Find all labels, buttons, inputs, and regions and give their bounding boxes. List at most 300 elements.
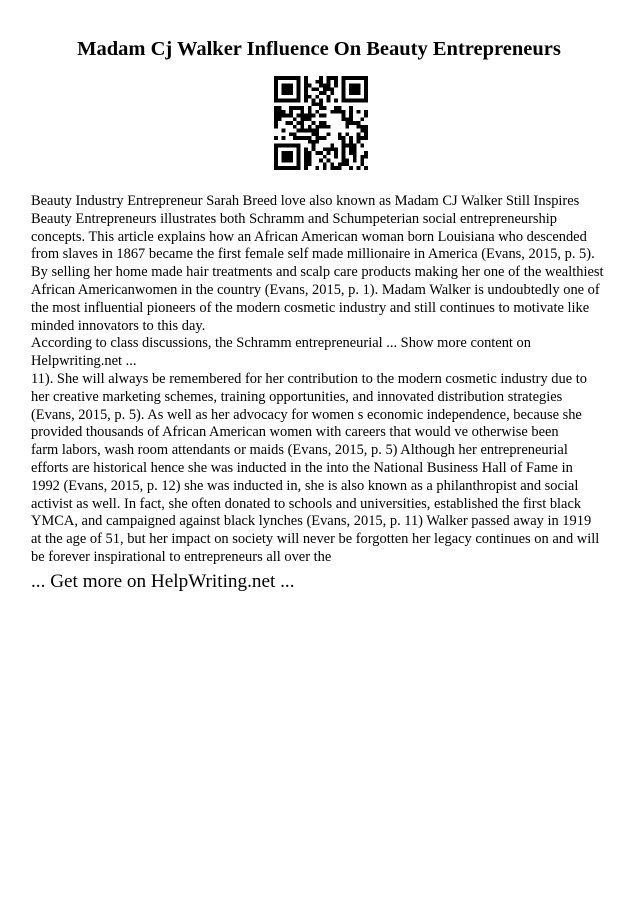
qr-module <box>293 76 297 80</box>
qr-module <box>342 136 346 140</box>
qr-module <box>297 144 301 148</box>
qr-module <box>297 76 301 80</box>
qr-module <box>330 166 334 170</box>
qr-module <box>308 129 312 133</box>
qr-module <box>334 76 338 80</box>
qr-module <box>297 166 301 170</box>
qr-module <box>312 129 316 133</box>
qr-module <box>353 151 357 155</box>
qr-module <box>349 87 353 91</box>
qr-module <box>345 99 349 103</box>
qr-module <box>323 155 327 159</box>
qr-module <box>285 121 289 125</box>
qr-module <box>360 129 364 133</box>
qr-module <box>285 114 289 118</box>
qr-module <box>297 84 301 88</box>
qr-module <box>342 76 346 80</box>
qr-module <box>278 117 282 121</box>
qr-module <box>345 121 349 125</box>
qr-module <box>357 110 361 114</box>
qr-module <box>349 84 353 88</box>
qr-module <box>285 87 289 91</box>
qr-module <box>282 129 286 133</box>
qr-module <box>315 132 319 136</box>
qr-module <box>308 117 312 121</box>
qr-module <box>282 87 286 91</box>
qr-module <box>319 106 323 110</box>
qr-module <box>353 144 357 148</box>
qr-module <box>330 110 334 114</box>
qr-module <box>349 140 353 144</box>
qr-module <box>364 87 368 91</box>
qr-module <box>312 144 316 148</box>
qr-module <box>315 136 319 140</box>
qr-module <box>274 155 278 159</box>
qr-module <box>323 114 327 118</box>
qr-module <box>289 159 293 163</box>
qr-module <box>323 121 327 125</box>
qr-module <box>319 151 323 155</box>
qr-module <box>300 117 304 121</box>
qr-module <box>300 106 304 110</box>
qr-module <box>349 99 353 103</box>
qr-module <box>312 121 316 125</box>
qr-module <box>327 147 331 151</box>
qr-module <box>357 125 361 129</box>
qr-module <box>282 91 286 95</box>
qr-module <box>304 159 308 163</box>
qr-module <box>304 80 308 84</box>
qr-module <box>357 87 361 91</box>
qr-module <box>342 155 346 159</box>
qr-module <box>353 155 357 159</box>
qr-module <box>297 159 301 163</box>
qr-module <box>289 76 293 80</box>
qr-module <box>304 147 308 151</box>
qr-module <box>342 144 346 148</box>
qr-module <box>308 84 312 88</box>
qr-module <box>304 87 308 91</box>
qr-module <box>357 84 361 88</box>
qr-module <box>323 136 327 140</box>
qr-module <box>278 144 282 148</box>
body-line: efforts are historical hence she was inducted in the into the National Business Hall of Fame in <box>31 459 573 476</box>
body-line: at the age of 51, but her impact on society will never be forgotten her legacy continues on and will <box>31 531 600 548</box>
qr-module <box>282 84 286 88</box>
qr-module <box>289 144 293 148</box>
qr-module <box>274 136 278 140</box>
qr-module <box>304 117 308 121</box>
qr-module <box>282 155 286 159</box>
qr-module <box>349 110 353 114</box>
body-line: (Evans, 2015, p. 5). As well as her advocacy for women s economic independence, because she <box>31 406 582 423</box>
qr-module <box>357 132 361 136</box>
qr-module <box>304 162 308 166</box>
qr-module <box>278 110 282 114</box>
qr-module <box>285 76 289 80</box>
qr-module <box>274 106 278 110</box>
qr-module <box>338 110 342 114</box>
qr-module <box>300 129 304 133</box>
qr-module <box>364 110 368 114</box>
body-line: 11). She will always be remembered for her contribution to the modern cosmetic industry due to <box>31 370 587 387</box>
qr-module <box>364 129 368 133</box>
qr-module <box>304 155 308 159</box>
qr-module <box>323 91 327 95</box>
qr-module <box>319 136 323 140</box>
qr-module <box>334 151 338 155</box>
qr-module <box>315 125 319 129</box>
qr-module <box>312 102 316 106</box>
qr-module <box>293 99 297 103</box>
qr-module <box>323 147 327 151</box>
qr-module <box>330 147 334 151</box>
qr-module <box>364 151 368 155</box>
qr-module <box>274 162 278 166</box>
qr-module <box>315 102 319 106</box>
qr-module <box>349 121 353 125</box>
qr-module <box>327 151 331 155</box>
qr-module <box>312 147 316 151</box>
qr-module <box>357 166 361 170</box>
qr-module <box>304 166 308 170</box>
qr-module <box>300 121 304 125</box>
qr-module <box>274 125 278 129</box>
qr-module <box>364 132 368 136</box>
qr-module <box>304 114 308 118</box>
article-body <box>31 193 621 567</box>
body-line: provided thousands of African American women with careers that would ve otherwise been <box>31 424 559 441</box>
qr-module <box>289 110 293 114</box>
qr-module <box>282 144 286 148</box>
qr-module <box>349 114 353 118</box>
qr-module <box>353 147 357 151</box>
qr-module <box>308 162 312 166</box>
qr-module <box>323 162 327 166</box>
qr-module <box>330 91 334 95</box>
qr-module <box>274 151 278 155</box>
qr-module <box>297 151 301 155</box>
body-line: African Americanwomen in the country (Evans, 2015, p. 1). Madam Walker is undoubtedly one of <box>31 281 600 298</box>
qr-module <box>278 106 282 110</box>
qr-module <box>319 102 323 106</box>
qr-module <box>297 106 301 110</box>
qr-module <box>274 80 278 84</box>
qr-module <box>285 166 289 170</box>
qr-module <box>349 106 353 110</box>
qr-module <box>338 132 342 136</box>
qr-module <box>338 162 342 166</box>
qr-module <box>282 114 286 118</box>
qr-module <box>312 114 316 118</box>
qr-module <box>282 166 286 170</box>
qr-module <box>300 136 304 140</box>
qr-module <box>357 91 361 95</box>
qr-module <box>282 76 286 80</box>
qr-module <box>315 129 319 133</box>
qr-module <box>349 136 353 140</box>
qr-module <box>342 87 346 91</box>
qr-module <box>274 95 278 99</box>
qr-module <box>308 136 312 140</box>
qr-module <box>360 125 364 129</box>
qr-module <box>285 144 289 148</box>
qr-module <box>312 132 316 136</box>
qr-module <box>289 87 293 91</box>
body-line: the most influential pioneers of the modern cosmetic industry and still continues to motivate like <box>31 299 590 316</box>
qr-module <box>319 91 323 95</box>
qr-module <box>364 95 368 99</box>
qr-module <box>327 125 331 129</box>
qr-module <box>342 117 346 121</box>
qr-module <box>323 87 327 91</box>
qr-module <box>342 140 346 144</box>
qr-module <box>315 95 319 99</box>
qr-module <box>315 87 319 91</box>
qr-module <box>278 114 282 118</box>
qr-module <box>297 114 301 118</box>
qr-module <box>338 136 342 140</box>
qr-module <box>312 140 316 144</box>
qr-module <box>315 166 319 170</box>
qr-module <box>319 125 323 129</box>
qr-module <box>297 99 301 103</box>
qr-code-icon <box>274 76 368 170</box>
qr-module <box>304 151 308 155</box>
qr-module <box>327 84 331 88</box>
qr-module <box>334 80 338 84</box>
qr-module <box>274 99 278 103</box>
qr-module <box>274 84 278 88</box>
qr-module <box>274 91 278 95</box>
qr-module <box>330 87 334 91</box>
qr-module <box>289 166 293 170</box>
qr-module <box>323 84 327 88</box>
qr-module <box>357 136 361 140</box>
body-line: concepts. This article explains how an African American woman born Louisiana who descended <box>31 228 587 245</box>
qr-module <box>312 87 316 91</box>
qr-module <box>308 125 312 129</box>
qr-module <box>357 99 361 103</box>
qr-module <box>300 125 304 129</box>
qr-module <box>289 121 293 125</box>
qr-module <box>308 114 312 118</box>
qr-module <box>300 114 304 118</box>
qr-module <box>323 106 327 110</box>
qr-module <box>342 95 346 99</box>
qr-module <box>327 95 331 99</box>
qr-module <box>274 159 278 163</box>
qr-module <box>293 166 297 170</box>
qr-module <box>304 136 308 140</box>
qr-module <box>334 166 338 170</box>
qr-module <box>289 132 293 136</box>
qr-module <box>297 87 301 91</box>
qr-module <box>285 155 289 159</box>
qr-module <box>345 76 349 80</box>
qr-module <box>274 87 278 91</box>
qr-module <box>289 114 293 118</box>
qr-module <box>353 84 357 88</box>
qr-module <box>297 136 301 140</box>
qr-module <box>349 91 353 95</box>
qr-module <box>364 136 368 140</box>
qr-module <box>360 155 364 159</box>
qr-module <box>364 155 368 159</box>
qr-module <box>345 117 349 121</box>
qr-module <box>308 155 312 159</box>
qr-module <box>293 106 297 110</box>
qr-module <box>304 129 308 133</box>
qr-module <box>345 159 349 163</box>
qr-module <box>364 76 368 80</box>
qr-module <box>342 162 346 166</box>
qr-module <box>285 99 289 103</box>
qr-module <box>349 144 353 148</box>
body-line: from slaves in 1867 became the first female self made millionaire in America (Evans, 2015, p. 5). <box>31 246 595 263</box>
qr-module <box>330 162 334 166</box>
qr-module <box>293 136 297 140</box>
qr-module <box>308 110 312 114</box>
qr-module <box>334 155 338 159</box>
qr-module <box>308 106 312 110</box>
qr-module <box>353 76 357 80</box>
qr-module <box>289 155 293 159</box>
qr-module <box>357 140 361 144</box>
qr-module <box>308 159 312 163</box>
qr-module <box>297 155 301 159</box>
qr-module <box>319 121 323 125</box>
qr-module <box>274 166 278 170</box>
qr-module <box>274 117 278 121</box>
qr-module <box>323 166 327 170</box>
body-line: Beauty Industry Entrepreneur Sarah Breed love also known as Madam CJ Walker Still Inspires <box>31 193 580 209</box>
qr-module <box>364 91 368 95</box>
qr-module <box>345 162 349 166</box>
qr-module <box>297 95 301 99</box>
qr-module <box>289 84 293 88</box>
qr-module <box>315 140 319 144</box>
qr-module <box>293 117 297 121</box>
qr-module <box>342 80 346 84</box>
qr-module <box>304 91 308 95</box>
qr-module <box>334 99 338 103</box>
qr-module <box>360 136 364 140</box>
qr-module <box>349 76 353 80</box>
qr-module <box>360 76 364 80</box>
body-line: By selling her home made hair treatments and scalp care products making her one of the wealthiest <box>31 264 604 281</box>
qr-module <box>312 99 316 103</box>
qr-module <box>282 151 286 155</box>
qr-module <box>274 76 278 80</box>
qr-module <box>285 159 289 163</box>
qr-module <box>297 80 301 84</box>
qr-module <box>297 91 301 95</box>
qr-module <box>274 144 278 148</box>
qr-module <box>319 114 323 118</box>
qr-module <box>342 147 346 151</box>
qr-module <box>315 151 319 155</box>
qr-module <box>353 91 357 95</box>
qr-module <box>282 110 286 114</box>
qr-module <box>330 144 334 148</box>
qr-module <box>274 121 278 125</box>
qr-module <box>353 121 357 125</box>
qr-module <box>364 166 368 170</box>
qr-module <box>345 144 349 148</box>
qr-module <box>342 159 346 163</box>
qr-module <box>289 151 293 155</box>
qr-module <box>345 125 349 129</box>
qr-module <box>304 84 308 88</box>
qr-module <box>282 99 286 103</box>
qr-module <box>327 76 331 80</box>
qr-module <box>319 99 323 103</box>
body-line: Beauty Entrepreneurs illustrates both Schramm and Schumpeterian social entrepreneurship <box>31 210 558 227</box>
qr-module <box>349 151 353 155</box>
qr-module <box>327 159 331 163</box>
qr-module <box>293 125 297 129</box>
qr-module <box>349 117 353 121</box>
qr-module <box>282 136 286 140</box>
qr-module <box>327 99 331 103</box>
qr-module <box>304 99 308 103</box>
qr-module <box>364 114 368 118</box>
qr-module <box>334 84 338 88</box>
qr-module <box>285 84 289 88</box>
qr-module <box>364 125 368 129</box>
body-line: YMCA, and campaigned against black lynches (Evans, 2015, p. 11) Walker passed away in 1919 <box>31 513 592 530</box>
qr-module <box>319 80 323 84</box>
qr-module <box>319 76 323 80</box>
qr-module <box>334 147 338 151</box>
qr-module <box>360 99 364 103</box>
qr-module <box>338 106 342 110</box>
qr-module <box>274 147 278 151</box>
qr-module <box>308 151 312 155</box>
qr-module <box>364 80 368 84</box>
qr-module <box>357 121 361 125</box>
qr-module <box>357 76 361 80</box>
body-line: farm labors, wash room attendants or maids (Evans, 2015, p. 5) Although her entrepreneurial <box>31 442 568 459</box>
qr-module <box>353 87 357 91</box>
qr-module <box>297 121 301 125</box>
qr-module <box>315 110 319 114</box>
qr-module <box>360 162 364 166</box>
qr-module <box>285 91 289 95</box>
qr-module <box>338 166 342 170</box>
qr-module <box>342 84 346 88</box>
qr-module <box>274 110 278 114</box>
qr-module <box>330 76 334 80</box>
qr-module <box>278 99 282 103</box>
qr-module <box>308 140 312 144</box>
qr-module <box>285 151 289 155</box>
qr-module <box>334 110 338 114</box>
qr-module <box>349 147 353 151</box>
qr-module <box>319 159 323 163</box>
qr-module <box>327 80 331 84</box>
qr-module <box>349 166 353 170</box>
qr-module <box>297 129 301 133</box>
qr-module <box>353 159 357 163</box>
get-more-link[interactable]: ... Get more on HelpWriting.net ... <box>31 571 295 592</box>
qr-module <box>345 132 349 136</box>
body-line: minded innovators to this day. <box>31 317 206 334</box>
qr-module <box>360 117 364 121</box>
qr-module <box>342 110 346 114</box>
qr-module <box>342 99 346 103</box>
